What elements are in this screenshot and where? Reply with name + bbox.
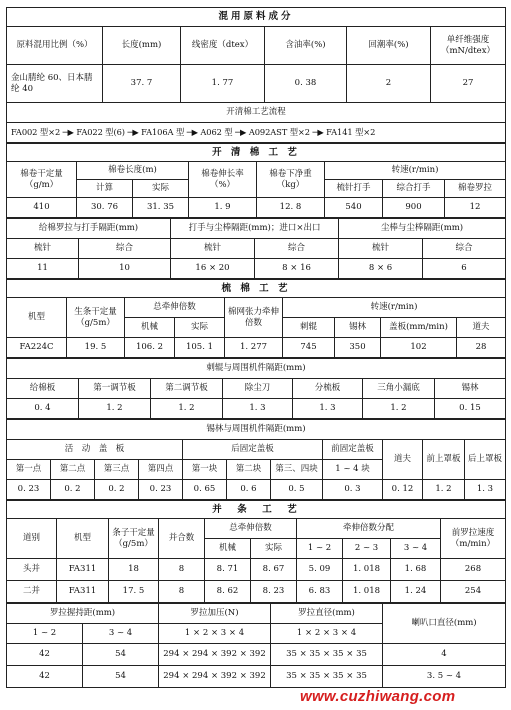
drawing-value: 8. 62: [205, 581, 251, 603]
drawing-header-pressure-sub: 1 × 2 × 3 × 4: [159, 624, 271, 644]
mix-header-ratio: 原料混用比例（%）: [7, 27, 103, 65]
cylinder-subheader: 第一点: [7, 460, 51, 480]
cylinder-value: 0. 2: [51, 480, 95, 500]
opening-title: 开 清 棉 工 艺: [7, 144, 506, 162]
cylinder-subheader: 第二点: [51, 460, 95, 480]
drawing-value: 8: [159, 559, 205, 581]
drawing-title: 并 条 工 艺: [7, 501, 506, 519]
carding-value: 102: [381, 338, 457, 358]
mix-header-strength: 单纤维强度（mN/dtex）: [431, 27, 506, 65]
drawing-value: 1. 68: [391, 559, 441, 581]
cylinder-value: 0. 3: [323, 480, 383, 500]
carding-header-licker: 刺辊: [283, 318, 335, 338]
cylinder-header-doffer: 道夫: [383, 440, 423, 480]
licker-gauge-value: 1. 3: [223, 399, 293, 419]
drawing-value: 8: [159, 581, 205, 603]
licker-gauge-header: 除尘刀: [223, 379, 293, 399]
carding-header-cylinder: 锡林: [335, 318, 381, 338]
drawing-value: 1. 018: [343, 581, 391, 603]
cylinder-value: 0. 65: [183, 480, 227, 500]
carding-header-speed: 转速(r/min): [283, 298, 506, 318]
licker-gauge-value: 1. 2: [79, 399, 151, 419]
opening-header-beater: 梳针打手: [325, 180, 383, 198]
mix-title: 混用原料成分: [7, 8, 506, 27]
opening-gauge-value: 8 × 6: [339, 259, 423, 279]
opening-value: 31. 35: [133, 198, 189, 218]
drawing-header-sliver: 条子干定量（g/5m）: [109, 519, 159, 559]
opening-table: [6, 143, 506, 218]
cylinder-value: 1. 2: [423, 480, 465, 500]
cylinder-subheader: 第二块: [227, 460, 271, 480]
carding-value: 28: [457, 338, 506, 358]
mix-header-density: 线密度（dtex）: [181, 27, 265, 65]
opening-gauge-header: 梳针: [7, 239, 79, 259]
cylinder-value: 0. 12: [383, 480, 423, 500]
cylinder-subheader: 第一块: [183, 460, 227, 480]
licker-gauge-header: 锡林: [435, 379, 506, 399]
drawing-roller-value: 294 × 294 × 392 × 392: [159, 644, 271, 666]
cylinder-subheader: 第三、四块: [271, 460, 323, 480]
drawing-value: 6. 83: [297, 581, 343, 603]
process-flow: FA002 型×2 ─▶ FA022 型(6) ─▶ FA106A 型 ─▶ A062 型 ─▶ A092AST 型×2 ─▶ FA141 型×2: [7, 123, 506, 143]
drawing-header-actual: 实际: [251, 539, 297, 559]
drawing-roller-value: 3. 5 ~ 4: [383, 666, 506, 688]
mix-value-length: 37. 7: [103, 65, 181, 103]
carding-header-sliver: 生条干定量（g/5m）: [67, 298, 125, 338]
cylinder-value: 0. 23: [7, 480, 51, 500]
watermark: www.cuzhiwang.com: [300, 688, 456, 705]
opening-value: 900: [383, 198, 445, 218]
drawing-value: 8. 67: [251, 559, 297, 581]
drawing-header-distribution: 牵伸倍数分配: [297, 519, 441, 539]
opening-value: 540: [325, 198, 383, 218]
opening-gauge-value: 16 × 20: [171, 259, 255, 279]
drawing-value: 254: [441, 581, 506, 603]
opening-header-actual: 实际: [133, 180, 189, 198]
cylinder-header-back-plate: 后固定盖板: [183, 440, 323, 460]
opening-gauge-header: 综合: [255, 239, 339, 259]
opening-gauge-value: 6: [423, 259, 506, 279]
carding-header-flat: 盖板(mm/min): [381, 318, 457, 338]
drawing-header-draft: 总牵伸倍数: [205, 519, 297, 539]
carding-header-draft: 总牵伸倍数: [125, 298, 225, 318]
cylinder-header-front-plate: 前固定盖板: [323, 440, 383, 460]
opening-gauge-beater-grid: 打手与尘棒隔距(mm)；进口×出口: [171, 219, 339, 239]
drawing-header-zone-2-3: 2 ~ 3: [343, 539, 391, 559]
opening-gauge-header: 梳针: [171, 239, 255, 259]
drawing-roller-value: 54: [83, 666, 159, 688]
carding-value: FA224C: [7, 338, 67, 358]
drawing-value: 268: [441, 559, 506, 581]
opening-gauge-header: 梳针: [339, 239, 423, 259]
cylinder-header-back-cover: 后上罩板: [465, 440, 506, 480]
drawing-value: 17. 5: [109, 581, 159, 603]
cylinder-subheader: 第三点: [95, 460, 139, 480]
opening-header-lap-roller: 棉卷罗拉: [445, 180, 506, 198]
drawing-value: FA311: [57, 559, 109, 581]
opening-value: 12. 8: [257, 198, 325, 218]
cylinder-value: 1. 3: [465, 480, 506, 500]
drawing-header-pressure: 罗拉加压(N): [159, 604, 271, 624]
drawing-roller-value: 35 × 35 × 35 × 35: [271, 666, 383, 688]
licker-gauge-value: 0. 15: [435, 399, 506, 419]
licker-gauge-header: 给棉板: [7, 379, 79, 399]
opening-header-calc: 计算: [77, 180, 133, 198]
carding-value: 1. 277: [225, 338, 283, 358]
cylinder-subheader: 第四点: [139, 460, 183, 480]
opening-gauge-table: [6, 218, 506, 279]
cylinder-gauge-title: 锡林与周围机件隔距(mm): [7, 420, 506, 440]
opening-value: 1. 9: [189, 198, 257, 218]
mix-value-strength: 27: [431, 65, 506, 103]
drawing-header-speed: 前罗拉速度（m/min）: [441, 519, 506, 559]
mix-value-oil: 0. 38: [265, 65, 347, 103]
licker-gauge-value: 1. 3: [293, 399, 363, 419]
licker-gauge-table: [6, 358, 506, 419]
mix-header-oil: 含油率(%): [265, 27, 347, 65]
opening-gauge-grid-grid: 尘棒与尘棒隔距(mm): [339, 219, 506, 239]
opening-header-comb-beater: 综合打手: [383, 180, 445, 198]
opening-gauge-header: 综合: [423, 239, 506, 259]
drawing-value: 5. 09: [297, 559, 343, 581]
licker-gauge-title: 刺辊与周围机件隔距(mm): [7, 359, 506, 379]
drawing-header-zone-3-4: 3 ~ 4: [391, 539, 441, 559]
drawing-header-trumpet: 喇叭口直径(mm): [383, 604, 506, 644]
carding-value: 19. 5: [67, 338, 125, 358]
drawing-value: 头并: [7, 559, 57, 581]
drawing-value: 18: [109, 559, 159, 581]
opening-value: 410: [7, 198, 77, 218]
drawing-header-pass: 道别: [7, 519, 57, 559]
carding-value: 745: [283, 338, 335, 358]
carding-value: 106. 2: [125, 338, 175, 358]
drawing-value: 8. 71: [205, 559, 251, 581]
mix-header-length: 长度(mm): [103, 27, 181, 65]
drawing-table: [6, 500, 506, 603]
licker-gauge-header: 三角小漏底: [363, 379, 435, 399]
drawing-header-diameter-sub: 1 × 2 × 3 × 4: [271, 624, 383, 644]
drawing-header-mech: 机械: [205, 539, 251, 559]
opening-gauge-value: 10: [79, 259, 171, 279]
drawing-header-gauge-3-4: 3 ~ 4: [83, 624, 159, 644]
opening-gauge-header: 综合: [79, 239, 171, 259]
drawing-roller-value: 35 × 35 × 35 × 35: [271, 644, 383, 666]
licker-gauge-header: 第一调节板: [79, 379, 151, 399]
opening-gauge-value: 11: [7, 259, 79, 279]
drawing-value: 1. 24: [391, 581, 441, 603]
drawing-roller-table: [6, 603, 506, 688]
drawing-header-gauge: 罗拉握持距(mm): [7, 604, 159, 624]
mix-value-ratio: 金山腈纶 60、日本腈纶 40: [7, 65, 103, 103]
drawing-roller-value: 42: [7, 666, 83, 688]
licker-gauge-header: 第二调节板: [151, 379, 223, 399]
mix-header-moisture: 回潮率(%): [347, 27, 431, 65]
cylinder-value: 0. 23: [139, 480, 183, 500]
carding-header-web: 棉网张力牵伸倍数: [225, 298, 283, 338]
opening-value: 30. 76: [77, 198, 133, 218]
drawing-value: 二并: [7, 581, 57, 603]
carding-header-actual: 实际: [175, 318, 225, 338]
opening-gauge-feed: 给棉罗拉与打手隔距(mm): [7, 219, 171, 239]
drawing-value: 8. 23: [251, 581, 297, 603]
opening-header-net-weight: 棉卷下净重（kg）: [257, 162, 325, 198]
carding-header-model: 机型: [7, 298, 67, 338]
drawing-roller-value: 294 × 294 × 392 × 392: [159, 666, 271, 688]
process-title: 开清棉工艺流程: [7, 103, 506, 123]
cylinder-value: 0. 5: [271, 480, 323, 500]
opening-value: 12: [445, 198, 506, 218]
drawing-roller-value: 42: [7, 644, 83, 666]
drawing-header-doubling: 并合数: [159, 519, 205, 559]
licker-gauge-value: 1. 2: [363, 399, 435, 419]
cylinder-header-flats: 活 动 盖 板: [7, 440, 183, 460]
opening-header-speed: 转速(r/min): [325, 162, 506, 180]
drawing-value: FA311: [57, 581, 109, 603]
mix-table: [6, 7, 506, 143]
opening-header-lap-weight: 棉卷干定量（g/m）: [7, 162, 77, 198]
cylinder-value: 0. 2: [95, 480, 139, 500]
licker-gauge-header: 分梳板: [293, 379, 363, 399]
licker-gauge-value: 1. 2: [151, 399, 223, 419]
mix-value-moisture: 2: [347, 65, 431, 103]
drawing-roller-value: 54: [83, 644, 159, 666]
carding-table: [6, 279, 506, 358]
drawing-header-gauge-1-2: 1 ~ 2: [7, 624, 83, 644]
carding-value: 105. 1: [175, 338, 225, 358]
opening-gauge-value: 8 × 16: [255, 259, 339, 279]
drawing-header-diameter: 罗拉直径(mm): [271, 604, 383, 624]
cylinder-value: 0. 6: [227, 480, 271, 500]
cylinder-header-front-cover: 前上罩板: [423, 440, 465, 480]
opening-header-stretch: 棉卷伸长率（%）: [189, 162, 257, 198]
cylinder-subheader: 1 ~ 4 块: [323, 460, 383, 480]
drawing-roller-value: 4: [383, 644, 506, 666]
carding-title: 梳 棉 工 艺: [7, 280, 506, 298]
drawing-value: 1. 018: [343, 559, 391, 581]
carding-header-doffer: 道夫: [457, 318, 506, 338]
drawing-header-model: 机型: [57, 519, 109, 559]
opening-header-lap-length: 棉卷长度(m): [77, 162, 189, 180]
cylinder-gauge-table: [6, 419, 506, 500]
licker-gauge-value: 0. 4: [7, 399, 79, 419]
carding-header-mech: 机械: [125, 318, 175, 338]
carding-value: 350: [335, 338, 381, 358]
mix-value-density: 1. 77: [181, 65, 265, 103]
drawing-header-zone-1-2: 1 ~ 2: [297, 539, 343, 559]
